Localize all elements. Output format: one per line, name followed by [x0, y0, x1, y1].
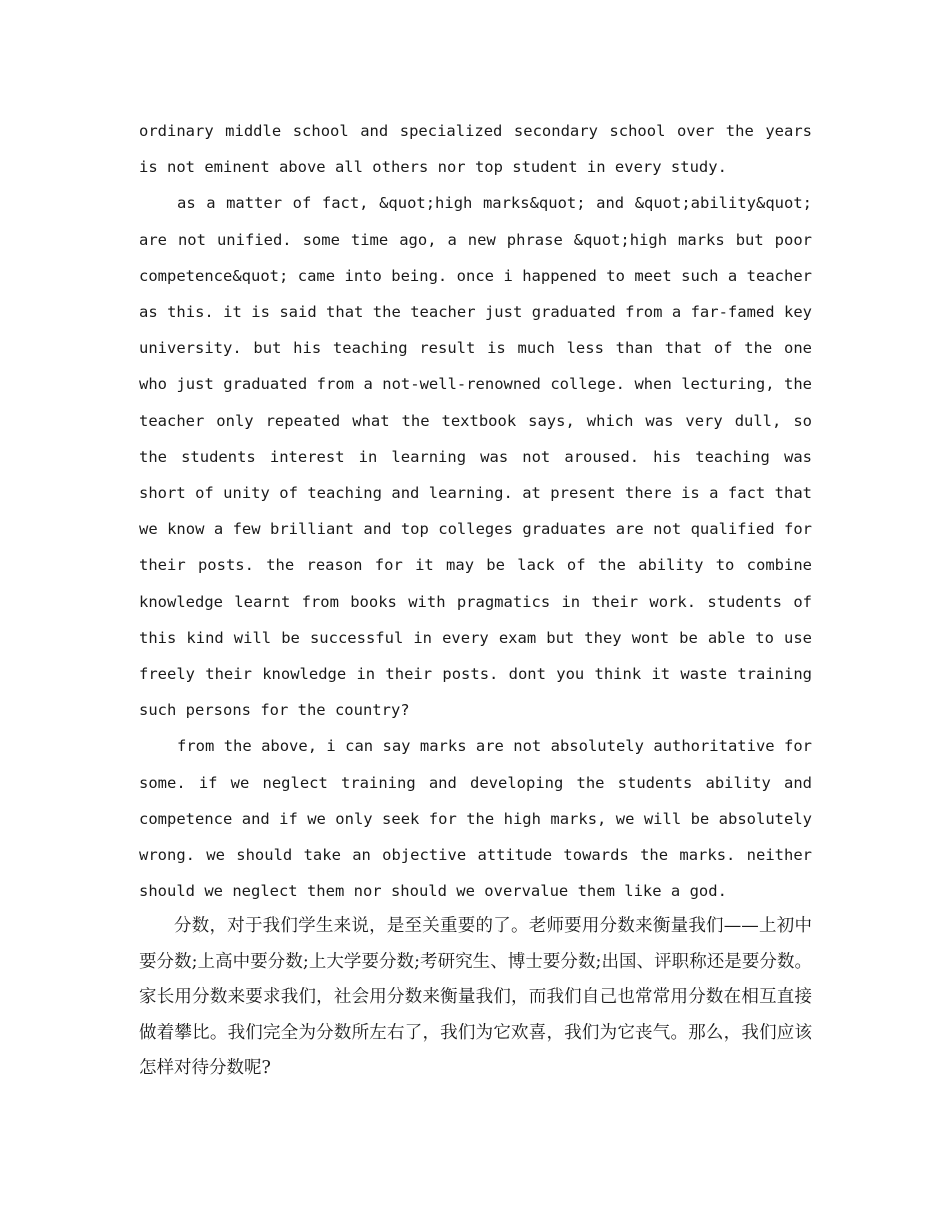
document-body [139, 113, 812, 1087]
paragraph-continuation: ordinary middle school and specialized secondary school over the years is not eminent above all others nor top student in every study. [139, 122, 812, 177]
paragraph-chinese: 分数，对于我们学生来说，是至关重要的了。老师要用分数来衡量我们——上初中要分数;上高中要分数;上大学要分数;考研究生、博士要分数;出国、评职称还是要分数。家长用分数来要求我们，社会用分数来衡量我们，而我们自己也常常用分数在相互直接做着攀比。我们完全为分数所左右了，我们为它欢喜，我们为它丧气。那么，我们应该怎样对待分数呢? [139, 916, 812, 1079]
paragraph-marks-vs-ability: as a matter of fact, &quot;high marks&quot; and &quot;ability&quot; are not unified. some time ago, a new phrase &quot;high marks but poor competence&quot; came into being. once i happened to meet such a teacher as this. it is said that the teacher just graduated from a far-famed key university. but his teaching result is much less than that of the one who just graduated from a not-well-renowned college. when lecturing, the teacher only repeated what the textbook says, which was very dull, so the students interest in learning was not aroused. his teaching was short of unity of teaching and learning. at present there is a fact that we know a few brilliant and top colleges graduates are not qualified for their posts. the reason for it may be lack of the ability to combine knowledge learnt from books with pragmatics in their work. students of this kind will be successful in every exam but they wont be able to use freely their knowledge in their posts. dont you think it waste training such persons for the country? [139, 194, 812, 720]
paragraph-conclusion: from the above, i can say marks are not absolutely authoritative for some. if we neglect training and developing the students ability and competence and if we only seek for the high marks, we will be absolutely wrong. we should take an objective attitude towards the marks. neither should we neglect them nor should we overvalue them like a god. [139, 737, 812, 901]
